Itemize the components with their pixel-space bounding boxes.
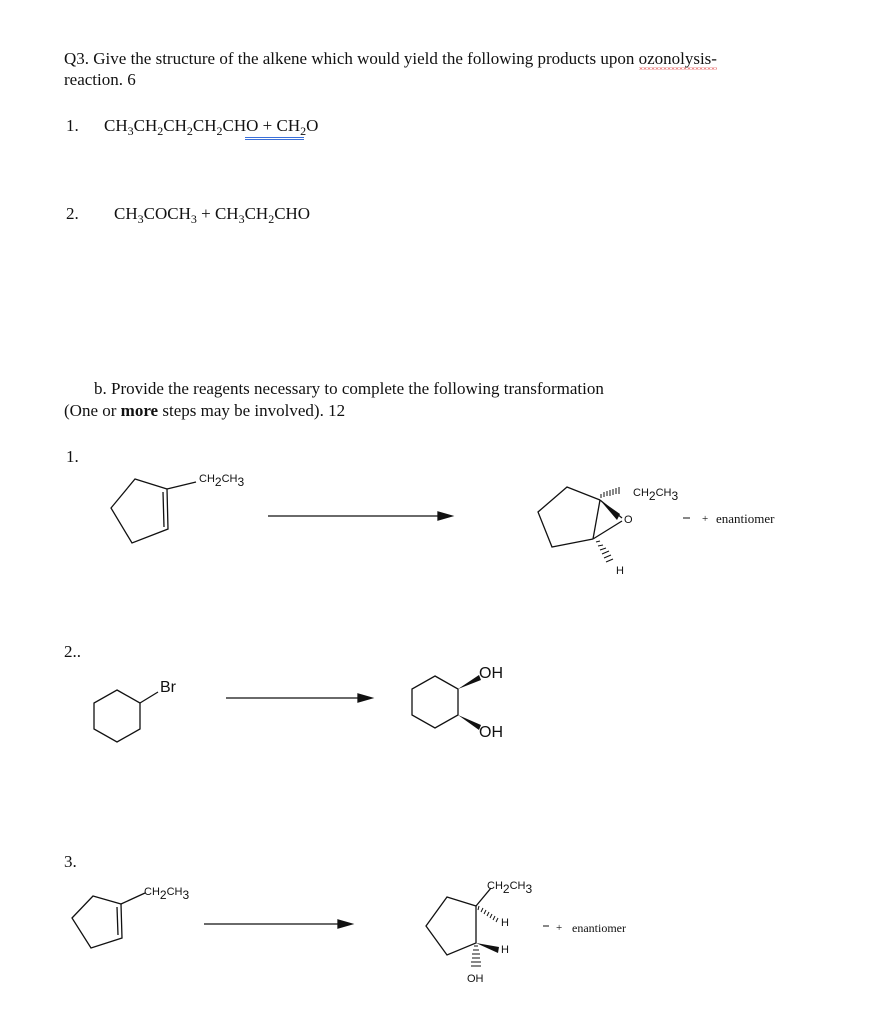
q3-heading-text: Q3. Give the structure of the alkene which would yield the following products upon <box>64 49 639 68</box>
partb-line1: b. Provide the reagents necessary to complete the following transformation <box>94 379 604 398</box>
ozonolysis-word: ozonolysis- <box>638 49 717 68</box>
t3-number: 3. <box>64 852 77 871</box>
partb-line2-bold: more <box>120 401 159 420</box>
t3-start-substituent: CH2CH3 <box>144 886 190 902</box>
t3-reaction-arrow <box>204 920 352 928</box>
t2-reaction-arrow <box>226 694 372 702</box>
t2-product-molecule <box>412 675 481 730</box>
q3-item1-number: 1. <box>66 116 79 135</box>
t1-enantiomer-label: enantiomer <box>716 511 775 526</box>
t1-number: 1. <box>66 447 79 466</box>
t1-product-oxygen: O <box>624 514 633 526</box>
t1-start-substituent: CH2CH3 <box>199 473 245 489</box>
t2-start-substituent: Br <box>160 679 176 696</box>
t3-product-h1: H <box>501 917 509 929</box>
t1-reaction-arrow <box>268 512 452 520</box>
partb-line2-pre: (One or <box>64 401 121 420</box>
t1-start-molecule <box>111 479 196 543</box>
t1-plus-sign: + <box>702 513 709 525</box>
t3-product-substituent: CH2CH3 <box>487 880 533 896</box>
q3-heading-line2: reaction. 6 <box>64 70 136 89</box>
t3-product-molecule <box>426 888 549 966</box>
t3-product-oh: OH <box>467 973 484 985</box>
q3-item2-formula: $CH_3COCH_3 + CH_3CH_2CHO$ <box>114 204 311 226</box>
t1-product-substituent: CH2CH3 <box>633 487 679 503</box>
partb-line2-post: steps may be involved). 12 <box>158 401 346 420</box>
t2-product-oh2: OH <box>479 724 503 741</box>
t3-product-h2: H <box>501 944 509 956</box>
q3-item2-number: 2. <box>66 204 79 223</box>
q3-item1-formula-text: $CH_3CH_2CH_2CH_2CHO + CH_2O$ <box>104 116 319 138</box>
t3-enantiomer-label: enantiomer <box>572 921 626 935</box>
t2-start-molecule <box>94 690 158 742</box>
t3-plus-sign: + <box>556 922 563 934</box>
t2-product-oh1: OH <box>479 665 503 682</box>
t1-product-hydrogen: H <box>616 565 624 577</box>
t3-start-molecule <box>72 893 145 948</box>
t2-number: 2.. <box>64 642 81 661</box>
